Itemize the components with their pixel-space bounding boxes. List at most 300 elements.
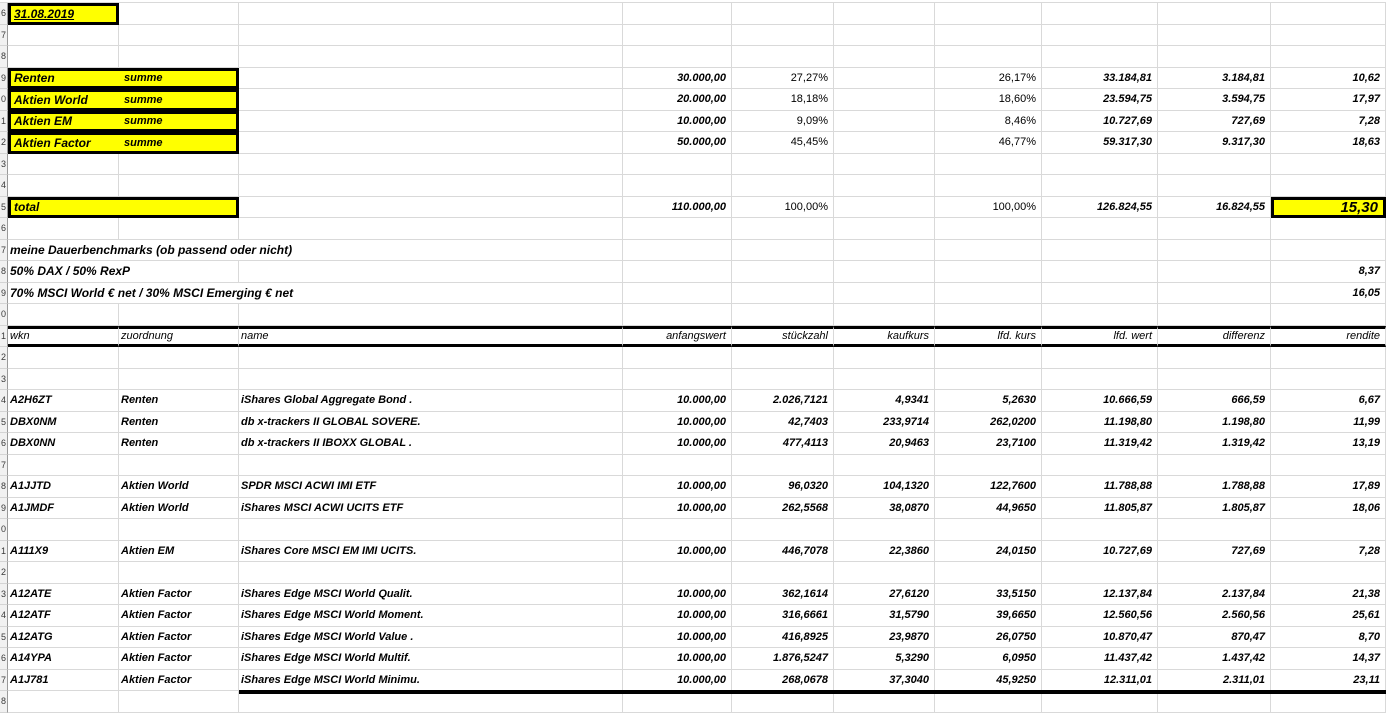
holding-stueckzahl[interactable]: 42,7403 (732, 412, 834, 434)
cell[interactable] (834, 519, 935, 541)
row-header[interactable]: 0 (0, 304, 8, 326)
benchmark-label[interactable]: 70% MSCI World € net / 30% MSCI Emerging € net (8, 283, 623, 305)
cell[interactable] (1158, 46, 1271, 68)
holding-name[interactable]: iShares Edge MSCI World Multif. (239, 648, 623, 670)
summary-rendite[interactable]: 10,62 (1271, 68, 1386, 90)
holding-rendite[interactable]: 6,67 (1271, 390, 1386, 412)
summary-anteil-ist[interactable]: 46,77% (935, 132, 1042, 154)
holding-rendite[interactable]: 17,89 (1271, 476, 1386, 498)
cell[interactable] (1271, 369, 1386, 391)
summary-label-cell[interactable] (8, 132, 239, 154)
cell[interactable] (935, 283, 1042, 305)
row-header[interactable]: 5 (0, 412, 8, 434)
col-header-wkn[interactable]: wkn (8, 326, 119, 348)
holding-anfangswert[interactable]: 10.000,00 (623, 670, 732, 692)
cell[interactable] (623, 283, 732, 305)
cell[interactable] (239, 68, 623, 90)
cell[interactable] (239, 111, 623, 133)
cell[interactable] (1158, 175, 1271, 197)
holding-wkn[interactable]: A14YPA (8, 648, 119, 670)
cell[interactable] (935, 218, 1042, 240)
cell[interactable] (732, 455, 834, 477)
summary-label-cell[interactable] (8, 68, 239, 90)
holding-lfd-wert[interactable]: 12.560,56 (1042, 605, 1158, 627)
summary-anteil-soll[interactable]: 18,18% (732, 89, 834, 111)
summary-anteil-soll[interactable]: 45,45% (732, 132, 834, 154)
row-header[interactable]: 3 (0, 584, 8, 606)
cell[interactable] (239, 175, 623, 197)
holding-kaufkurs[interactable]: 37,3040 (834, 670, 935, 692)
cell[interactable] (119, 46, 239, 68)
holding-wkn[interactable]: A1JMDF (8, 498, 119, 520)
cell[interactable] (1271, 218, 1386, 240)
cell[interactable] (119, 562, 239, 584)
cell[interactable] (1042, 46, 1158, 68)
cell[interactable] (732, 240, 834, 262)
cell[interactable] (935, 25, 1042, 47)
total-anteil-ist[interactable]: 100,00% (935, 197, 1042, 219)
holding-rendite[interactable]: 13,19 (1271, 433, 1386, 455)
cell[interactable] (119, 455, 239, 477)
holding-wkn[interactable]: A1J781 (8, 670, 119, 692)
holding-zuordnung[interactable]: Renten (119, 390, 239, 412)
row-header[interactable]: 8 (0, 46, 8, 68)
cell[interactable] (239, 25, 623, 47)
holding-anfangswert[interactable]: 10.000,00 (623, 498, 732, 520)
holding-differenz[interactable]: 2.560,56 (1158, 605, 1271, 627)
holding-lfd-wert[interactable]: 12.137,84 (1042, 584, 1158, 606)
cell[interactable] (935, 347, 1042, 369)
row-header[interactable]: 7 (0, 670, 8, 692)
holding-stueckzahl[interactable]: 316,6661 (732, 605, 834, 627)
summary-anteil-soll[interactable]: 9,09% (732, 111, 834, 133)
cell[interactable] (1271, 3, 1386, 25)
holding-anfangswert[interactable]: 10.000,00 (623, 390, 732, 412)
cell[interactable] (1158, 3, 1271, 25)
col-header-name[interactable]: name (239, 326, 623, 348)
cell[interactable] (1271, 455, 1386, 477)
holding-differenz[interactable]: 2.137,84 (1158, 584, 1271, 606)
cell[interactable] (623, 691, 732, 713)
cell[interactable] (623, 562, 732, 584)
cell[interactable] (732, 46, 834, 68)
holding-kaufkurs[interactable]: 104,1320 (834, 476, 935, 498)
holding-zuordnung[interactable]: Aktien Factor (119, 605, 239, 627)
cell[interactable] (1271, 175, 1386, 197)
cell[interactable] (119, 3, 239, 25)
holding-wkn[interactable]: DBX0NM (8, 412, 119, 434)
cell[interactable] (834, 154, 935, 176)
holding-kaufkurs[interactable]: 233,9714 (834, 412, 935, 434)
cell[interactable] (732, 283, 834, 305)
summary-anfangswert[interactable]: 10.000,00 (623, 111, 732, 133)
holding-differenz[interactable]: 1.319,42 (1158, 433, 1271, 455)
cell[interactable] (732, 218, 834, 240)
row-header[interactable]: 1 (0, 111, 8, 133)
cell[interactable] (834, 132, 935, 154)
holding-differenz[interactable]: 1.437,42 (1158, 648, 1271, 670)
cell[interactable] (1158, 240, 1271, 262)
cell[interactable] (732, 261, 834, 283)
cell[interactable] (119, 175, 239, 197)
summary-rendite[interactable]: 17,97 (1271, 89, 1386, 111)
holding-name[interactable]: SPDR MSCI ACWI IMI ETF (239, 476, 623, 498)
holding-kaufkurs[interactable]: 31,5790 (834, 605, 935, 627)
cell[interactable] (834, 197, 935, 219)
holding-rendite[interactable]: 8,70 (1271, 627, 1386, 649)
cell[interactable] (1042, 175, 1158, 197)
summary-rendite[interactable]: 7,28 (1271, 111, 1386, 133)
holding-differenz[interactable]: 666,59 (1158, 390, 1271, 412)
holding-name[interactable]: iShares Edge MSCI World Minimu. (239, 670, 623, 692)
holding-lfd-kurs[interactable]: 39,6650 (935, 605, 1042, 627)
cell[interactable] (623, 304, 732, 326)
holding-anfangswert[interactable]: 10.000,00 (623, 433, 732, 455)
cell[interactable] (8, 154, 119, 176)
holding-differenz[interactable]: 727,69 (1158, 541, 1271, 563)
holding-anfangswert[interactable]: 10.000,00 (623, 584, 732, 606)
summary-anteil-soll[interactable]: 27,27% (732, 68, 834, 90)
cell[interactable] (1271, 25, 1386, 47)
holding-rendite[interactable]: 11,99 (1271, 412, 1386, 434)
holding-stueckzahl[interactable]: 362,1614 (732, 584, 834, 606)
row-header[interactable]: 6 (0, 3, 8, 25)
holding-lfd-wert[interactable]: 11.437,42 (1042, 648, 1158, 670)
cell[interactable] (834, 111, 935, 133)
cell[interactable] (834, 218, 935, 240)
cell[interactable] (935, 261, 1042, 283)
summary-lfd-wert[interactable]: 10.727,69 (1042, 111, 1158, 133)
holding-lfd-wert[interactable]: 11.788,88 (1042, 476, 1158, 498)
holding-stueckzahl[interactable]: 262,5568 (732, 498, 834, 520)
cell[interactable] (1158, 519, 1271, 541)
col-header-stueckzahl[interactable]: stückzahl (732, 326, 834, 348)
holding-stueckzahl[interactable]: 446,7078 (732, 541, 834, 563)
cell[interactable] (834, 261, 935, 283)
cell[interactable] (1042, 562, 1158, 584)
cell[interactable] (1158, 304, 1271, 326)
holding-name[interactable]: db x-trackers II GLOBAL SOVERE. (239, 412, 623, 434)
cell[interactable] (935, 455, 1042, 477)
holding-differenz[interactable]: 1.198,80 (1158, 412, 1271, 434)
holding-lfd-kurs[interactable]: 5,2630 (935, 390, 1042, 412)
cell[interactable] (623, 347, 732, 369)
cell[interactable] (1158, 154, 1271, 176)
cell[interactable] (732, 304, 834, 326)
cell[interactable] (1271, 240, 1386, 262)
holding-lfd-kurs[interactable]: 24,0150 (935, 541, 1042, 563)
cell[interactable] (935, 519, 1042, 541)
cell[interactable] (1271, 562, 1386, 584)
holding-name[interactable]: iShares Edge MSCI World Qualit. (239, 584, 623, 606)
holding-anfangswert[interactable]: 10.000,00 (623, 605, 732, 627)
cell[interactable] (239, 261, 623, 283)
cell[interactable] (8, 347, 119, 369)
holding-differenz[interactable]: 1.805,87 (1158, 498, 1271, 520)
holding-zuordnung[interactable]: Renten (119, 412, 239, 434)
cell[interactable] (935, 304, 1042, 326)
holding-name[interactable]: iShares MSCI ACWI UCITS ETF (239, 498, 623, 520)
holding-zuordnung[interactable]: Aktien Factor (119, 584, 239, 606)
holding-anfangswert[interactable]: 10.000,00 (623, 476, 732, 498)
holding-stueckzahl[interactable]: 1.876,5247 (732, 648, 834, 670)
col-header-differenz[interactable]: differenz (1158, 326, 1271, 348)
cell[interactable] (834, 562, 935, 584)
cell[interactable] (935, 369, 1042, 391)
cell[interactable] (1042, 369, 1158, 391)
cell[interactable] (1158, 455, 1271, 477)
cell[interactable] (935, 562, 1042, 584)
cell[interactable] (119, 369, 239, 391)
row-header[interactable]: 8 (0, 261, 8, 283)
cell[interactable] (239, 89, 623, 111)
row-header[interactable]: 8 (0, 691, 8, 713)
col-header-lfd-wert[interactable]: lfd. wert (1042, 326, 1158, 348)
holding-name[interactable]: iShares Global Aggregate Bond . (239, 390, 623, 412)
holding-lfd-kurs[interactable]: 262,0200 (935, 412, 1042, 434)
cell[interactable] (239, 347, 623, 369)
holding-zuordnung[interactable]: Aktien Factor (119, 670, 239, 692)
cell[interactable] (239, 46, 623, 68)
total-label-cell[interactable] (8, 197, 239, 219)
row-header[interactable]: 7 (0, 455, 8, 477)
holding-lfd-kurs[interactable]: 23,7100 (935, 433, 1042, 455)
holding-lfd-kurs[interactable]: 6,0950 (935, 648, 1042, 670)
cell[interactable] (623, 519, 732, 541)
cell[interactable] (1042, 218, 1158, 240)
holding-lfd-wert[interactable]: 11.198,80 (1042, 412, 1158, 434)
holding-kaufkurs[interactable]: 20,9463 (834, 433, 935, 455)
cell[interactable] (239, 369, 623, 391)
cell[interactable] (239, 691, 623, 713)
holding-zuordnung[interactable]: Aktien Factor (119, 627, 239, 649)
summary-lfd-wert[interactable]: 59.317,30 (1042, 132, 1158, 154)
benchmark-label[interactable]: 50% DAX / 50% RexP (8, 261, 239, 283)
holding-wkn[interactable]: A12ATG (8, 627, 119, 649)
row-header[interactable]: 1 (0, 541, 8, 563)
holding-differenz[interactable]: 2.311,01 (1158, 670, 1271, 692)
summary-anfangswert[interactable]: 20.000,00 (623, 89, 732, 111)
cell[interactable] (623, 218, 732, 240)
row-header[interactable]: 9 (0, 283, 8, 305)
col-header-zuordnung[interactable]: zuordnung (119, 326, 239, 348)
cell[interactable] (1042, 261, 1158, 283)
col-header-kaufkurs[interactable]: kaufkurs (834, 326, 935, 348)
cell[interactable] (732, 562, 834, 584)
cell[interactable] (834, 89, 935, 111)
holding-name[interactable]: iShares Edge MSCI World Value . (239, 627, 623, 649)
holding-stueckzahl[interactable]: 477,4113 (732, 433, 834, 455)
cell[interactable] (1158, 562, 1271, 584)
cell[interactable] (119, 25, 239, 47)
cell[interactable] (1158, 347, 1271, 369)
cell[interactable] (1271, 691, 1386, 713)
col-header-anfangswert[interactable]: anfangswert (623, 326, 732, 348)
cell[interactable] (732, 369, 834, 391)
row-header[interactable]: 3 (0, 154, 8, 176)
cell[interactable] (1158, 691, 1271, 713)
benchmarks-title[interactable]: meine Dauerbenchmarks (ob passend oder nicht) (8, 240, 623, 262)
benchmark-rendite[interactable]: 16,05 (1271, 283, 1386, 305)
cell[interactable] (119, 304, 239, 326)
cell[interactable] (8, 175, 119, 197)
holding-wkn[interactable]: A1JJTD (8, 476, 119, 498)
cell[interactable] (834, 283, 935, 305)
cell[interactable] (935, 691, 1042, 713)
holding-zuordnung[interactable]: Aktien EM (119, 541, 239, 563)
cell[interactable] (732, 25, 834, 47)
holding-wkn[interactable]: DBX0NN (8, 433, 119, 455)
cell[interactable] (935, 240, 1042, 262)
cell[interactable] (1158, 283, 1271, 305)
cell[interactable] (732, 175, 834, 197)
cell[interactable] (834, 369, 935, 391)
summary-anfangswert[interactable]: 50.000,00 (623, 132, 732, 154)
cell[interactable] (834, 304, 935, 326)
row-header[interactable]: 8 (0, 476, 8, 498)
cell[interactable] (834, 691, 935, 713)
holding-differenz[interactable]: 870,47 (1158, 627, 1271, 649)
row-header[interactable]: 6 (0, 433, 8, 455)
holding-wkn[interactable]: A111X9 (8, 541, 119, 563)
cell[interactable] (834, 25, 935, 47)
cell[interactable] (239, 197, 623, 219)
total-lfd-wert[interactable]: 126.824,55 (1042, 197, 1158, 219)
cell[interactable] (623, 46, 732, 68)
summary-label-cell[interactable] (8, 111, 239, 133)
holding-stueckzahl[interactable]: 416,8925 (732, 627, 834, 649)
holding-wkn[interactable]: A12ATF (8, 605, 119, 627)
holding-lfd-wert[interactable]: 11.319,42 (1042, 433, 1158, 455)
holding-zuordnung[interactable]: Aktien Factor (119, 648, 239, 670)
holding-rendite[interactable]: 21,38 (1271, 584, 1386, 606)
cell[interactable] (239, 519, 623, 541)
cell[interactable] (935, 3, 1042, 25)
cell[interactable] (1042, 283, 1158, 305)
holding-kaufkurs[interactable]: 27,6120 (834, 584, 935, 606)
summary-anteil-ist[interactable]: 8,46% (935, 111, 1042, 133)
holding-kaufkurs[interactable]: 22,3860 (834, 541, 935, 563)
holding-lfd-kurs[interactable]: 45,9250 (935, 670, 1042, 692)
cell[interactable] (834, 46, 935, 68)
cell[interactable] (623, 455, 732, 477)
total-differenz[interactable]: 16.824,55 (1158, 197, 1271, 219)
holding-lfd-wert[interactable]: 10.666,59 (1042, 390, 1158, 412)
row-header[interactable]: 4 (0, 605, 8, 627)
holding-rendite[interactable]: 7,28 (1271, 541, 1386, 563)
holding-name[interactable]: iShares Edge MSCI World Moment. (239, 605, 623, 627)
summary-label-cell[interactable] (8, 89, 239, 111)
row-header[interactable]: 9 (0, 68, 8, 90)
cell[interactable] (1271, 154, 1386, 176)
summary-lfd-wert[interactable]: 23.594,75 (1042, 89, 1158, 111)
cell[interactable] (623, 240, 732, 262)
holding-kaufkurs[interactable]: 38,0870 (834, 498, 935, 520)
cell[interactable] (834, 347, 935, 369)
cell[interactable] (1158, 25, 1271, 47)
cell[interactable] (119, 218, 239, 240)
cell[interactable] (1042, 154, 1158, 176)
cell[interactable] (239, 562, 623, 584)
summary-differenz[interactable]: 727,69 (1158, 111, 1271, 133)
row-header[interactable]: 6 (0, 648, 8, 670)
cell[interactable] (8, 46, 119, 68)
row-header[interactable]: 0 (0, 519, 8, 541)
date-cell[interactable] (8, 3, 119, 25)
benchmark-rendite[interactable]: 8,37 (1271, 261, 1386, 283)
cell[interactable] (1042, 455, 1158, 477)
cell[interactable] (834, 240, 935, 262)
cell[interactable] (239, 3, 623, 25)
row-header[interactable]: 2 (0, 562, 8, 584)
cell[interactable] (1042, 519, 1158, 541)
holding-anfangswert[interactable]: 10.000,00 (623, 412, 732, 434)
holding-lfd-kurs[interactable]: 33,5150 (935, 584, 1042, 606)
cell[interactable] (8, 369, 119, 391)
cell[interactable] (623, 154, 732, 176)
holding-rendite[interactable]: 25,61 (1271, 605, 1386, 627)
cell[interactable] (935, 154, 1042, 176)
holding-rendite[interactable]: 14,37 (1271, 648, 1386, 670)
holding-name[interactable]: iShares Core MSCI EM IMI UCITS. (239, 541, 623, 563)
summary-differenz[interactable]: 3.184,81 (1158, 68, 1271, 90)
col-header-rendite[interactable]: rendite (1271, 326, 1386, 348)
row-header[interactable]: 4 (0, 390, 8, 412)
cell[interactable] (834, 3, 935, 25)
holding-lfd-wert[interactable]: 12.311,01 (1042, 670, 1158, 692)
col-header-lfd-kurs[interactable]: lfd. kurs (935, 326, 1042, 348)
cell[interactable] (239, 132, 623, 154)
holding-zuordnung[interactable]: Aktien World (119, 476, 239, 498)
cell[interactable] (119, 154, 239, 176)
total-rendite-cell[interactable]: 15,30 (1271, 197, 1386, 219)
holding-anfangswert[interactable]: 10.000,00 (623, 627, 732, 649)
cell[interactable] (623, 175, 732, 197)
row-header[interactable]: 2 (0, 132, 8, 154)
holding-stueckzahl[interactable]: 96,0320 (732, 476, 834, 498)
cell[interactable] (119, 347, 239, 369)
row-header[interactable]: 5 (0, 627, 8, 649)
summary-differenz[interactable]: 9.317,30 (1158, 132, 1271, 154)
cell[interactable] (1042, 25, 1158, 47)
summary-differenz[interactable]: 3.594,75 (1158, 89, 1271, 111)
holding-zuordnung[interactable]: Aktien World (119, 498, 239, 520)
cell[interactable] (732, 347, 834, 369)
holding-name[interactable]: db x-trackers II IBOXX GLOBAL . (239, 433, 623, 455)
cell[interactable] (119, 691, 239, 713)
cell[interactable] (1271, 519, 1386, 541)
cell[interactable] (239, 304, 623, 326)
cell[interactable] (1042, 304, 1158, 326)
cell[interactable] (239, 218, 623, 240)
cell[interactable] (1271, 46, 1386, 68)
cell[interactable] (1158, 261, 1271, 283)
holding-lfd-kurs[interactable]: 122,7600 (935, 476, 1042, 498)
row-header[interactable]: 9 (0, 498, 8, 520)
cell[interactable] (1042, 3, 1158, 25)
cell[interactable] (8, 519, 119, 541)
summary-anfangswert[interactable]: 30.000,00 (623, 68, 732, 90)
cell[interactable] (119, 519, 239, 541)
cell[interactable] (8, 691, 119, 713)
row-header[interactable]: 0 (0, 89, 8, 111)
row-header[interactable]: 4 (0, 175, 8, 197)
row-header[interactable]: 3 (0, 369, 8, 391)
holding-lfd-wert[interactable]: 10.870,47 (1042, 627, 1158, 649)
holding-zuordnung[interactable]: Renten (119, 433, 239, 455)
holding-lfd-wert[interactable]: 11.805,87 (1042, 498, 1158, 520)
cell[interactable] (8, 562, 119, 584)
